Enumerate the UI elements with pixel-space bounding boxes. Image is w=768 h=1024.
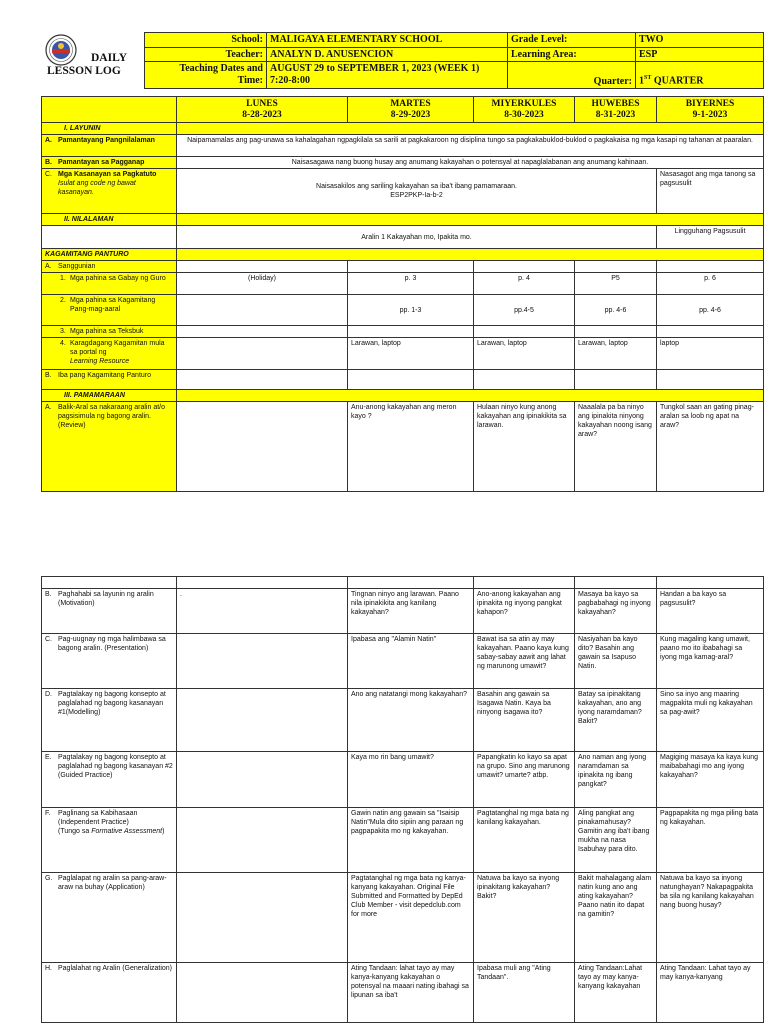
row-iba-pang-kagamitan: B. Iba pang Kagamitang Panturo	[42, 370, 764, 390]
row-gabay-ng-guro: 1. Mga pahina sa Gabay ng Guro (Holiday) p. 3 p. 4 P5 p. 6	[42, 273, 764, 295]
section-layunin: I. LAYUNIN	[42, 123, 177, 135]
pamantayang-pangnilalaman: A. Pamantayang Pangnilalaman	[42, 135, 177, 157]
school-value: MALIGAYA ELEMENTARY SCHOOL	[267, 33, 508, 48]
row-modelling: D. Pagtalakay ng bagong konsepto at paglalahad ng bagong kasanayan #1(Modelling) Ano ang natatangi mong kakayahan? Basahin ang gawain sa Isagawa Natin. Kaya ba ninyong isagawa ito? Batay sa ipinakitang kakayahan, ano ang iyong naramdaman? Bakit? Sino sa inyo ang maaring magpakita muli ng kakayahan sa pag-awit?	[42, 689, 764, 752]
day-thursday: HUWEBES 8-31-2023	[575, 97, 657, 123]
grade-value: TWO	[636, 33, 764, 48]
corner-cell	[42, 97, 177, 123]
teacher-label: Teacher:	[145, 47, 267, 62]
grade-label: Grade Level:	[508, 33, 636, 48]
section-nilalaman: II. NILALAMAN	[42, 214, 177, 226]
kagamitang-panturo: KAGAMITANG PANTURO	[42, 249, 177, 261]
section-pamamaraan: III. PAMAMARAAN	[42, 390, 177, 402]
row-motivation: B. Paghahabi sa layunin ng aralin (Motivation) . Tingnan ninyo ang larawan. Paano nila ipinakikita ang kanilang kakayahan? Ano-anong kakayahan ang ipinakita ng inyong pangkat kahapon? Masaya ba kayo sa pagbabahagi ng inyong kakayahan? Handan a ba kayo sa pagsusulit?	[42, 589, 764, 634]
day-header-row	[42, 97, 764, 123]
row-generalization: H. Paglalahat ng Aralin (Generalization) Ating Tandaan: lahat tayo ay may kanya-kanyang kakayahan o potensyal na maaari nating ibahagi sa lipunan sa iba't Ipabasa muli ang "Ating Tandaan". Ating Tandaan:Lahat tayo ay may kanya-kanyang kakayahan Ating Tandaan: Lahat tayo ay may kanya-kanyang	[42, 963, 764, 1023]
day-wednesday: MIYERKULES 8-30-2023	[474, 97, 575, 123]
nilalaman-friday: Lingguhang Pagsusulit	[657, 226, 764, 249]
day-tuesday: MARTES 8-29-2023	[348, 97, 474, 123]
row-balik-aral: A. Balik-Aral sa nakaraang aralin at/o pagsisimula ng bagong aralin.(Review) Anu-anong kakayahan ang meron kayo ? Hulaan ninyo kung anong kakayahan ang ipinakikita sa larawan. Naaalala pa ba ninyo ang ipinakita ninyong kakayahan noong isang araw? Tungkol saan an gating pinag-aralan sa loob ng apat na araw?	[42, 402, 764, 492]
area-value: ESP	[636, 47, 764, 62]
lesson-log-header	[41, 32, 763, 85]
lesson-plan-table-continued	[41, 576, 764, 1023]
quarter-value: 1ST QUARTER	[636, 62, 764, 89]
lesson-plan-table	[41, 96, 764, 492]
row-guided-practice: E. Pagtalakay ng bagong konsepto at paglalahad ng bagong kasanayan #2 (Guided Practice) Kaya mo rin bang umawit? Papangkatin ko kayo sa apat na grupo. Sino ang marunong umawit? umarte? atbp. Ano naman ang iyong naramdaman sa ipinakita ng ibang pangkat? Magiging masaya ka kaya kung maibabahagi mo ang iyong kakayahan?	[42, 752, 764, 808]
dates-label: Teaching Dates and Time:	[145, 62, 267, 89]
sanggunian: A. Sanggunian	[42, 261, 177, 273]
mga-kasanayan-friday: Nasasagot ang mga tanong sa pagsusulit	[657, 169, 764, 214]
teacher-value: ANALYN D. ANUSENCION	[267, 47, 508, 62]
lesson-log-title: DAILY LESSON LOG	[47, 52, 128, 77]
row-application: G. Paglalapat ng aralin sa pang-araw-araw na buhay (Application) Pagtatanghal ng mga bata ng kanya-kanyang kakayahan. Original File Submitted and Formatted by DepEd Club Member - visit depedclub.com for more Natuwa ba kayo sa inyong ipinakitang kakayahan? Bakit? Bakit mahalagang alam natin kung ano ang ating kakayahan? Paano natin ito dapat na gamitin? Natuwa ba kayo sa inyong natunghayan? Nakapagpakita ba sila ng kanilang kakayahan nang buong husay?	[42, 873, 764, 963]
row-presentation: C. Pag-uugnay ng mga halimbawa sa bagong aralin. (Presentation) Ipabasa ang "Alamin Natin" Bawat isa sa atin ay may kakayahan. Paano kaya kung sabay-sabay aawit ang lahat ng marunong umawit? Nasiyahan ba kayo dito? Basahin ang gawain sa Isapuso Natin. Kung magaling kang umawit, paano mo ito ibabahagi sa iyong mga kamag-aral?	[42, 634, 764, 689]
day-monday: LUNES 8-28-2023	[177, 97, 348, 123]
row-kagamitang-pang-mag-aaral: 2. Mga pahina sa Kagamitang Pang-mag-aaral pp. 1-3 pp.4-5 pp. 4-6 pp. 4-6	[42, 295, 764, 326]
mga-kasanayan: C. Mga Kasanayan sa Pagkatuto Isulat ang code ng bawat kasanayan.	[42, 169, 177, 214]
nilalaman-text: Aralin 1 Kakayahan mo, Ipakita mo.	[177, 226, 657, 249]
row-karagdagang-kagamitan: 4. Karagdagang Kagamitan mula sa portal ng Learning Resource Larawan, laptop Larawan, laptop Larawan, laptop laptop	[42, 338, 764, 370]
school-label: School:	[145, 33, 267, 48]
quarter-label: Quarter:	[508, 62, 636, 89]
day-friday: BIYERNES 9-1-2023	[657, 97, 764, 123]
header-info-table	[144, 32, 764, 89]
row-independent-practice: F. Paglinang sa Kabihasaan (Independent Practice) (Tungo sa Formative Assessment) Gawin natin ang gawain sa "Isaisip Natin"Mula dito sipiin ang paraan ng pagpapakita mo ng kakayahan. Pagtatanghal ng mga bata ng kanilang kakayahan. Aling pangkat ang pinakamahusay? Gamitin ang iba't ibang mukha na nasa Isabuhay para dito. Pagpapakita ng mga piling bata ng kakayahan.	[42, 808, 764, 873]
pamantayan-sa-pagganap: B. Pamantayan sa Pagganap	[42, 157, 177, 169]
pamantayan-sa-pagganap-text: Naisasagawa nang buong husay ang anumang kakayahan o potensyal at napaglalabanan ang anumang kahinaan.	[177, 157, 764, 169]
dates-value: AUGUST 29 to SEPTEMBER 1, 2023 (WEEK 1) 7:20-8:00	[267, 62, 508, 89]
mga-kasanayan-text: Naisasakilos ang sariling kakayahan sa iba't ibang pamamaraan. ESP2PKP-Ia-b-2	[177, 169, 657, 214]
area-label: Learning Area:	[508, 47, 636, 62]
row-teksbuk: 3. Mga pahina sa Teksbuk	[42, 326, 764, 338]
pamantayang-pangnilalaman-text: Naipamamalas ang pag-unawa sa kahalagahan ngpagkilala sa sarili at pagkakaroon ng disiplina tungo sa pagkakabuklod-buklod o pagkakaisa ng mga kasapi ng tahanan at paaralan.	[177, 135, 764, 157]
